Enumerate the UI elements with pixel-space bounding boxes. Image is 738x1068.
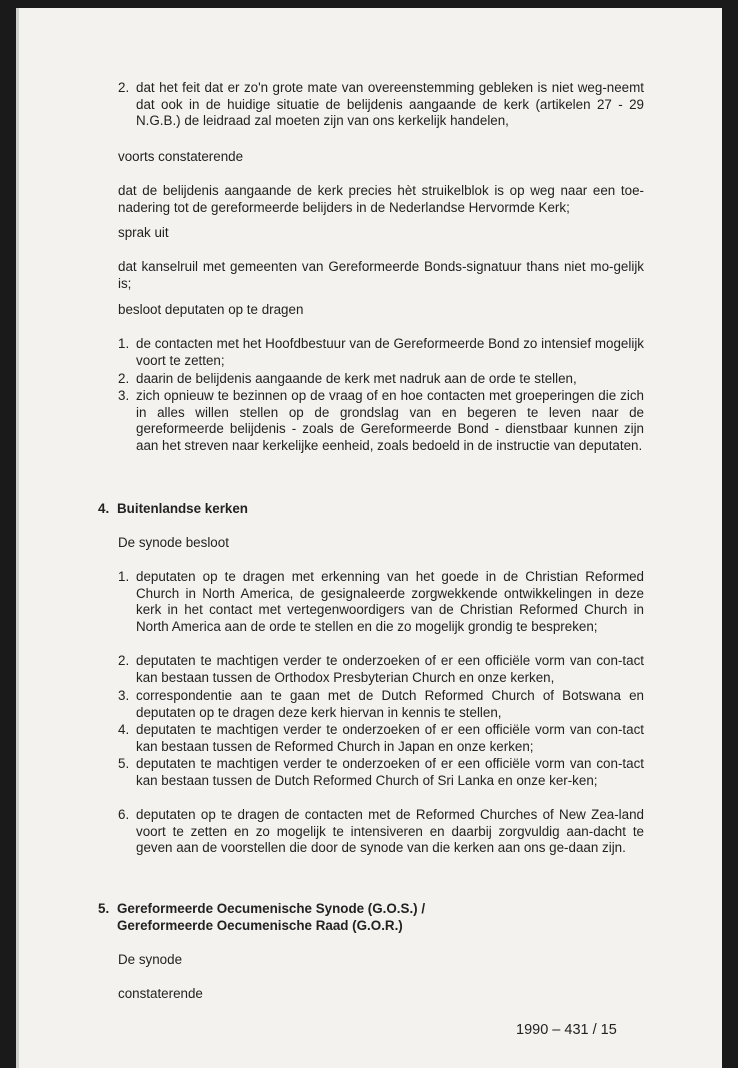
section-number: 5. [98,901,110,916]
section-title-line2: Gereformeerde Oecumenische Raad (G.O.R.) [117,918,403,933]
list-number: 4. [118,722,130,737]
list-item-text: deputaten te machtigen verder te onderzoeken of er een officiële vorm van con-tact kan bestaan tussen de Reformed Church in Japan en onze kerken; [136,722,644,754]
list-number: 6. [118,807,130,822]
list-item-text: deputaten te machtigen verder te onderzoeken of er een officiële vorm van con-tact kan bestaan tussen de Orthodox Presbyterian Church en onze kerken, [136,653,644,685]
paragraph-kanselruil: dat kanselruil met gemeenten van Gereformeerde Bonds-signatuur thans niet mo-gelijk is; [118,259,644,291]
paragraph-de-synode: De synode [118,952,183,967]
paragraph-constaterende: constaterende [118,986,203,1001]
list-number: 1. [118,569,130,584]
list-number: 2. [118,371,130,386]
paragraph-belijdenis: dat de belijdenis aangaande de kerk precies hèt struikelblok is op weg naar een toe-nadering tot de gereformeerde belijders in de Nederlandse Hervormde Kerk; [118,183,644,215]
list-number: 2. [118,653,130,668]
paragraph-synode-besloot: De synode besloot [118,535,229,550]
section-number: 4. [98,501,110,516]
list-number: 3. [118,688,130,703]
list-item-text: zich opnieuw te bezinnen op de vraag of en hoe contacten met groeperingen die zich in alles willen stellen op de grondslag van en begeren te leven naar de gereformeerde belijdenis - zoals de Gereformeerde Bond - dienstbaar kunnen zijn aan het streven naar kerkelijke eenheid, zoals bedoeld in de instructie van deputaten. [136,388,644,453]
page-reference: 1990 – 431 / 15 [516,1022,617,1038]
paragraph-sprak-uit: sprak uit [118,225,169,240]
list-item-text: dat het feit dat er zo'n grote mate van overeenstemming gebleken is niet weg-neemt dat ook in de huidige situatie de belijdenis aangaande de kerk (artikelen 27 - 29 N.G.B.) de leidraad zal moeten zijn van ons kerkelijk handelen, [136,80,644,129]
paragraph-besloot: besloot deputaten op te dragen [118,302,304,317]
list-item-text: deputaten te machtigen verder te onderzoeken of er een officiële vorm van con-tact kan bestaan tussen de Dutch Reformed Church of Sri Lanka en onze ker-ken; [136,756,644,788]
list-item-text: deputaten op te dragen met erkenning van het goede in de Christian Reformed Church in North America, de gesignaleerde zorgwekkende ontwikkelingen in deze kerk in het contact met vertegenwoordigers van de Christian Reformed Church in North America aan de orde te stellen en die zo mogelijk grondig te bespreken; [136,569,644,634]
list-item-text: daarin de belijdenis aangaande de kerk met nadruk aan de orde te stellen, [136,371,577,386]
list-number: 5. [118,756,130,771]
list-number: 2. [118,80,130,95]
paragraph-voorts: voorts constaterende [118,149,244,164]
document-page [16,8,722,1068]
list-number: 1. [118,336,130,351]
list-item-text: de contacten met het Hoofdbestuur van de Gereformeerde Bond zo intensief mogelijk voort te zetten; [136,336,644,368]
list-item-text: correspondentie aan te gaan met de Dutch Reformed Church of Botswana en deputaten op te dragen deze kerk hiervan in kennis te stellen, [136,688,644,720]
section-title-line1: Gereformeerde Oecumenische Synode (G.O.S.) / [117,901,426,916]
list-number: 3. [118,388,130,403]
list-item-text: deputaten op te dragen de contacten met de Reformed Churches of New Zea-land voort te zetten en zo mogelijk te intensiveren en daarbij zorgvuldig aan-dacht te geven aan de voorstellen die door de synode van die kerken aan ons ge-daan zijn. [136,807,644,856]
section-title: Buitenlandse kerken [117,501,248,516]
